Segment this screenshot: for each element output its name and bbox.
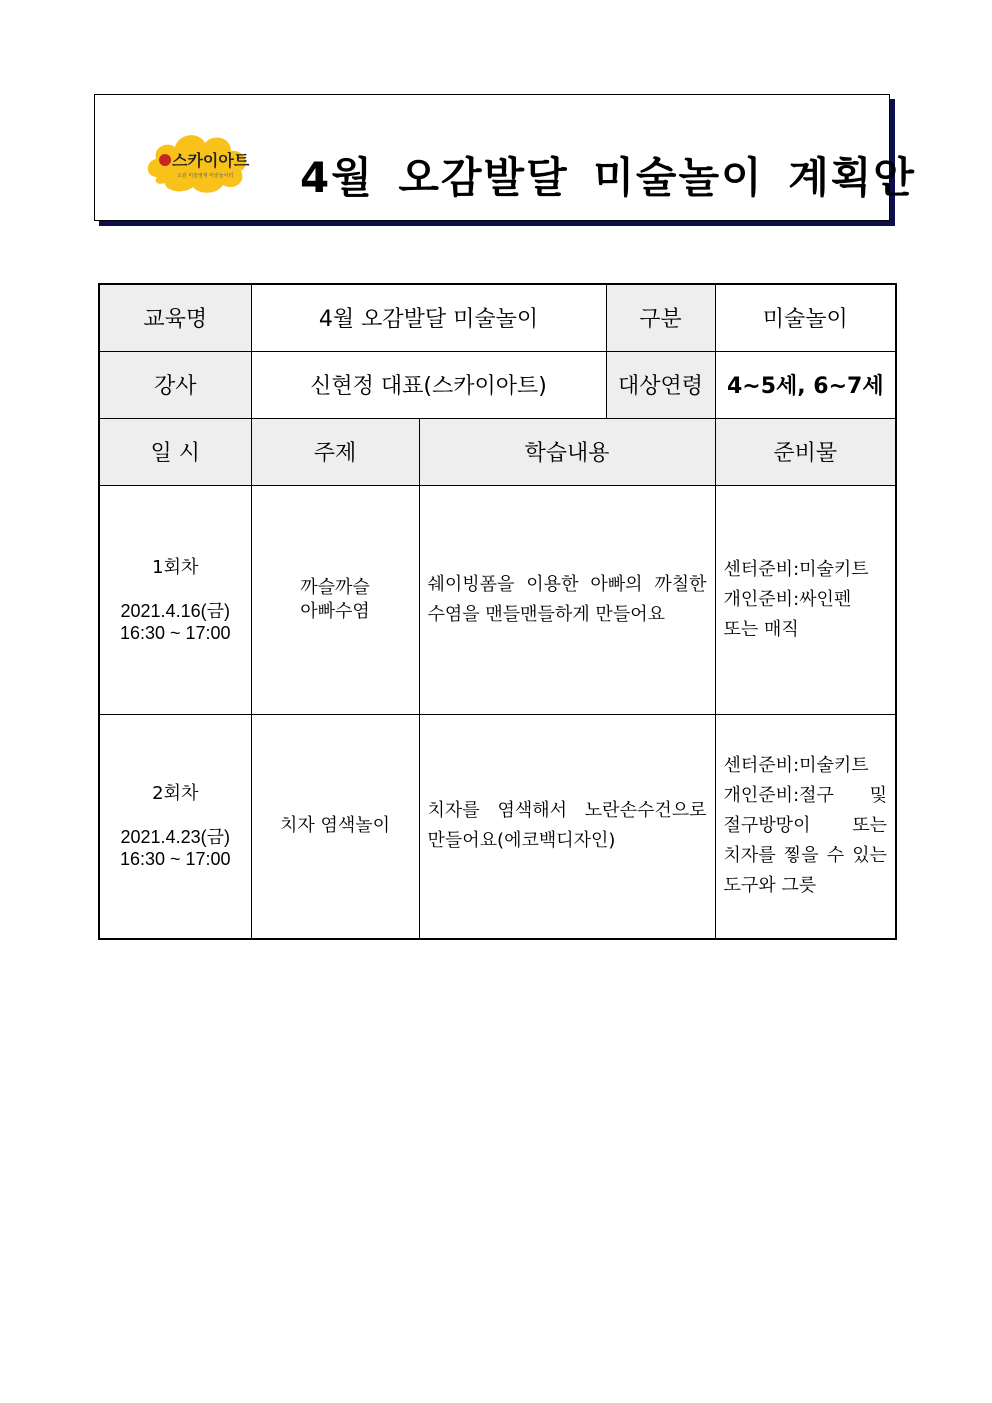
column-header-row (99, 418, 896, 485)
session-time: 16:30 ~ 17:00 (119, 622, 231, 643)
info-row-course (99, 284, 896, 351)
session-date: 2021.4.16(금) (120, 600, 230, 621)
session-topic-cell (251, 485, 419, 714)
category-value: 미술놀이 (715, 284, 896, 351)
plan-table (98, 283, 897, 940)
session-content: 치자를 염색해서 노란손수건으로 만들어요(에코백디자인) (419, 714, 715, 939)
svg-text:스카이아트: 스카이아트 (172, 151, 250, 170)
session-date-cell (99, 714, 251, 939)
materials-center: 센터준비:미술키트 (723, 558, 869, 580)
course-label: 교육명 (99, 284, 251, 351)
course-value: 4월 오감발달 미술놀이 (251, 284, 606, 351)
col-materials-header: 준비물 (715, 418, 896, 485)
table-row (99, 714, 896, 939)
materials-personal: 개인준비:절구 및 절구방망이 또는 치자를 찧을 수 있는 도구와 그릇 (723, 785, 888, 897)
instructor-value: 신현정 대표(스카이아트) (251, 351, 606, 418)
materials-center: 센터준비:미술키트 (723, 755, 869, 777)
category-label: 구분 (606, 284, 715, 351)
title-banner (94, 94, 916, 221)
instructor-label: 강사 (99, 351, 251, 418)
session-topic-line1: 까슬까슬 (300, 576, 370, 598)
session-topic-line1: 치자 염색놀이 (279, 815, 391, 837)
session-number: 1회차 (152, 556, 199, 578)
age-value: 4~5세, 6~7세 (715, 351, 896, 418)
materials-personal: 개인준비:싸인펜 또는 매직 (723, 588, 852, 640)
session-materials-cell (715, 714, 896, 939)
session-topic-cell (251, 714, 419, 939)
col-date-header: 일 시 (99, 418, 251, 485)
session-date-cell (99, 485, 251, 714)
svg-text:오감 미술영재 미술놀이터: 오감 미술영재 미술놀이터 (177, 173, 234, 179)
session-content: 쉐이빙폼을 이용한 아빠의 까칠한 수염을 맨들맨들하게 만들어요 (419, 485, 715, 714)
col-content-header: 학습내용 (419, 418, 715, 485)
session-number: 2회차 (152, 783, 199, 805)
table-row (99, 485, 896, 714)
col-topic-header: 주제 (251, 418, 419, 485)
page-title: 4월 오감발달 미술놀이 계획안 (300, 153, 916, 202)
session-time: 16:30 ~ 17:00 (119, 849, 231, 870)
session-materials-cell (715, 485, 896, 714)
session-topic-line2: 아빠수염 (300, 600, 370, 622)
skyart-logo (143, 125, 255, 199)
session-date: 2021.4.23(금) (120, 827, 230, 848)
age-label: 대상연령 (606, 351, 715, 418)
info-row-instructor (99, 351, 896, 418)
